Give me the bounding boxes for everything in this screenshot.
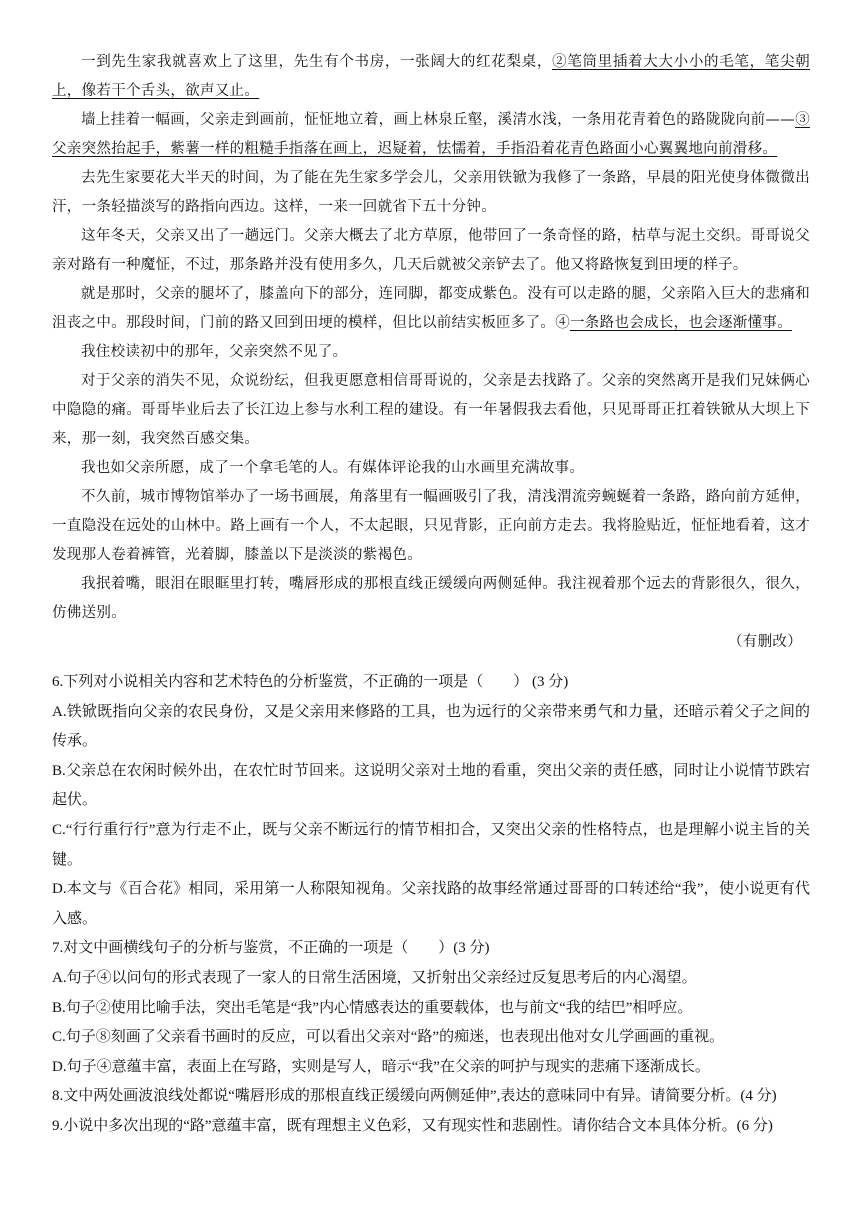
underlined-sentence-2: ②笔筒里插着大大小小的毛笔，笔尖朝上，像若干个舌头，欲声又止。 (52, 54, 810, 99)
story-paragraph: 对于父亲的消失不见，众说纷纭，但我更愿意相信哥哥说的，父亲是去找路了。父亲的突然离开是我们兄妹俩心中隐隐的痛。哥哥毕业后去了长江边上参与水利工程的建设。有一年暑假我去看他，只见哥哥正扛着铁锨从大坝上下来，那一刻，我突然百感交集。 (52, 373, 810, 447)
underlined-sentence-4: 一条路也会成长，也会逐渐懂事。 (570, 315, 792, 331)
story-paragraph: 这年冬天，父亲又出了一趟远门。父亲大概去了北方草原，他带回了一条奇怪的路，枯草与泥土交织。哥哥说父亲对路有一种魔怔，不过，那条路并没有使用多久，几天后就被父亲铲去了。他又将路恢复到田埂的样子。 (52, 228, 810, 273)
paragraph-text: 墙上挂着一幅画，父亲走到画前，怔怔地立着，画上林泉丘壑，溪清水浅，一条用花青着色的路陇陇向前—— (81, 112, 796, 128)
story-paragraph: 我住校读初中的那年，父亲突然不见了。 (81, 344, 348, 360)
story-paragraph (52, 48, 810, 106)
question-9: 9.小说中多次出现的“路”意蕴丰富，既有理想主义色彩，又有现实性和悲剧性。请你结合文本具体分析。(6 分) (52, 1117, 773, 1134)
story-paragraph (52, 280, 810, 338)
option-7c: C.句子⑧刻画了父亲看书画时的反应，可以看出父亲对“路”的痴迷，也表现出他对女儿学画画的重视。 (52, 1029, 725, 1046)
paragraph-text: 一到先生家我就喜欢上了这里，先生有个书房，一张阔大的红花梨桌， (81, 54, 553, 70)
option-7d: D.句子④意蕴丰富，表面上在写路，实则是写人，暗示“我”在父亲的呵护与现实的悲痛下逐渐成长。 (52, 1058, 710, 1075)
underlined-sentence-3: ③父亲突然抬起手，紫薯一样的粗糙手指落在画上，迟疑着，怯懦着，手指沿着花青色路面小心翼翼地向前滑移。 (52, 112, 810, 157)
option-7a: A.句子④以问句的形式表现了一家人的日常生活困境，又折射出父亲经过反复思考后的内心渴望。 (52, 969, 697, 986)
option-6a: A.铁锨既指向父亲的农民身份，又是父亲用来修路的工具，也为远行的父亲带来勇气和力量，还暗示着父子之间的传承。 (52, 703, 810, 750)
story-paragraph (52, 106, 810, 164)
option-6d: D.本文与《百合花》相同，采用第一人称限知视角。父亲找路的故事经常通过哥哥的口转述给“我”，使小说更有代入感。 (52, 881, 810, 927)
story-passage (52, 48, 810, 657)
paragraph-text: 就是那时，父亲的腿坏了，膝盖向下的部分，连同脚，都变成紫色。没有可以走路的腿，父亲陷入巨大的悲痛和沮丧之中。那段时间，门前的路又回到田埂的模样，但比以前结实板匝多了。④ (52, 286, 810, 331)
option-6c: C.“行行重行行”意为行走不止，既与父亲不断远行的情节相扣合，又突出父亲的性格特点，也是理解小说主旨的关键。 (52, 821, 810, 868)
story-paragraph: 不久前，城市博物馆举办了一场书画展，角落里有一幅画吸引了我，清浅渭流旁蜿蜒着一条路，路向前方延伸，一直隐没在远处的山林中。路上画有一个人，不太起眼，只见背影，正向前方走去。我将脸贴近，怔怔地看着，这才发现那人卷着裤管，光着脚，膝盖以下是淡淡的紫褐色。 (52, 489, 810, 563)
option-6b: B.父亲总在农闲时候外出，在农忙时节回来。这说明父亲对土地的看重，突出父亲的责任感，同时让小说情节跌宕起伏。 (52, 762, 810, 809)
option-7b: B.句子②使用比喻手法，突出毛笔是“我”内心情感表达的重要载体，也与前文“我的结巴”相呼应。 (52, 999, 693, 1016)
questions-section (52, 668, 810, 1142)
question-6: 6.下列对小说相关内容和艺术特色的分析鉴赏，不正确的一项是（ ） (3 分) (52, 674, 569, 690)
story-paragraph: 去先生家要花大半天的时间，为了能在先生家多学会儿，父亲用铁锨为我修了一条路，早晨的阳光使身体微微出汗，一条轻描淡写的路指向西边。这样，一来一回就省下五十分钟。 (52, 170, 810, 215)
story-paragraph: 我也如父亲所愿，成了一个拿毛笔的人。有媒体评论我的山水画里充满故事。 (81, 460, 585, 476)
story-paragraph: 我抿着嘴，眼泪在眼眶里打转，嘴唇形成的那根直线正缓缓向两侧延伸。我注视着那个远去的背影很久，很久，仿佛送别。 (52, 576, 810, 621)
source-note: （有删改） (728, 634, 802, 650)
question-7: 7.对文中画横线句子的分析与鉴赏，不正确的一项是（ ）(3 分) (52, 940, 490, 957)
question-8: 8.文中两处画波浪线处都说“嘴唇形成的那根直线正缓缓向两侧延伸”,表达的意味同中有异。请简要分析。(4 分) (52, 1088, 777, 1105)
